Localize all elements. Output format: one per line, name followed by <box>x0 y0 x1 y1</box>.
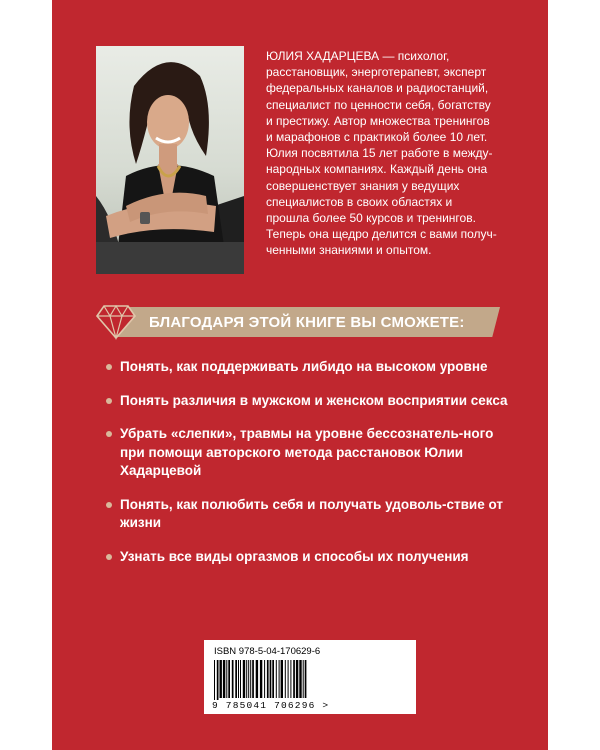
barcode-bar <box>290 660 291 698</box>
barcode-bar <box>256 660 258 698</box>
list-item-text: Убрать «слепки», травмы на уровне бессознатель-ного при помощи авторского метода расстановок Юлии Хадарцевой <box>120 426 494 478</box>
barcode-bar <box>281 660 283 698</box>
bio-line: ченными знаниями и опытом. <box>266 243 432 258</box>
barcode-bar <box>285 660 286 698</box>
barcode-panel <box>204 640 416 714</box>
barcode-bar <box>243 660 245 698</box>
barcode-bar <box>272 660 274 698</box>
barcode-bar <box>303 660 304 698</box>
list-item <box>120 425 520 481</box>
barcode-bar <box>299 660 301 698</box>
barcode-bar <box>260 660 262 698</box>
bio-line: специалистов в своих областях и <box>266 194 453 209</box>
barcode-bar <box>270 660 272 698</box>
barcode-bar <box>305 660 307 698</box>
isbn-text: ISBN 978-5-04-170629-6 <box>214 646 321 657</box>
bio-line: народных компаниях. Каждый день она <box>266 162 488 177</box>
list-item-text: Понять различия в мужском и женском восприятии секса <box>120 392 508 408</box>
barcode-bar <box>293 660 295 698</box>
bio-line: совершенствует знания у ведущих <box>266 178 460 193</box>
eksmo-logo-icon <box>316 668 352 704</box>
barcode-bar <box>246 660 247 698</box>
barcode-bar <box>240 660 241 698</box>
barcode <box>212 660 312 702</box>
list-item <box>120 392 520 411</box>
author-photo <box>96 46 244 274</box>
barcode-bar <box>252 660 254 698</box>
barcode-bar <box>235 660 237 698</box>
bullet-icon <box>106 364 112 370</box>
list-item <box>120 496 520 533</box>
bullet-icon <box>106 431 112 437</box>
author-bio <box>266 48 528 259</box>
bio-line: и престижу. Автор множества тренингов <box>266 113 490 128</box>
barcode-bar <box>296 660 298 698</box>
bullet-icon <box>106 554 112 560</box>
list-item-text: Понять, как поддерживать либидо на высоком уровне <box>120 359 488 374</box>
bio-line: федеральных каналов и радиостанций, <box>266 81 489 96</box>
barcode-bar <box>248 660 249 698</box>
barcode-bar <box>214 660 215 702</box>
bio-line: Теперь она щедро делится с вами получ- <box>266 227 497 242</box>
bio-line: прошла более 50 курсов и тренингов. <box>266 211 476 226</box>
barcode-bar <box>217 660 219 702</box>
benefits-list <box>120 358 520 581</box>
banner-title: БЛАГОДАРЯ ЭТОЙ КНИГЕ ВЫ СМОЖЕТЕ: <box>149 314 465 331</box>
barcode-digits: 9 785041 706296 > <box>212 700 406 711</box>
barcode-bar <box>232 660 234 698</box>
benefits-banner <box>96 307 500 337</box>
barcode-bar <box>267 660 269 698</box>
barcode-bar <box>250 660 251 698</box>
barcode-bar <box>226 660 227 698</box>
list-item <box>120 548 520 567</box>
bio-line: ЮЛИЯ ХАДАРЦЕВА — психолог, <box>266 49 450 63</box>
barcode-bar <box>228 660 230 698</box>
bio-line: и марафонов с практикой более 10 лет. <box>266 130 488 145</box>
bullet-icon <box>106 502 112 508</box>
bio-line: специалист по ценности себя, богатству <box>266 97 491 112</box>
list-item-text: Понять, как полюбить себя и получать удоволь-ствие от жизни <box>120 496 503 530</box>
barcode-bar <box>220 660 222 698</box>
bio-line: расстановщик, энерготерапевт, эксперт <box>266 65 487 80</box>
barcode-bar <box>238 660 239 698</box>
barcode-bar <box>279 660 280 698</box>
barcode-bar <box>276 660 277 698</box>
barcode-bar <box>288 660 289 698</box>
barcode-bar <box>264 660 265 698</box>
list-item-text: Узнать все виды оргазмов и способы их получения <box>120 548 469 564</box>
barcode-bar <box>223 660 225 698</box>
list-item <box>120 358 520 377</box>
bio-line: Юлия посвятила 15 лет работе в между- <box>266 146 493 161</box>
bullet-icon <box>106 398 112 404</box>
diamond-icon <box>96 304 136 340</box>
